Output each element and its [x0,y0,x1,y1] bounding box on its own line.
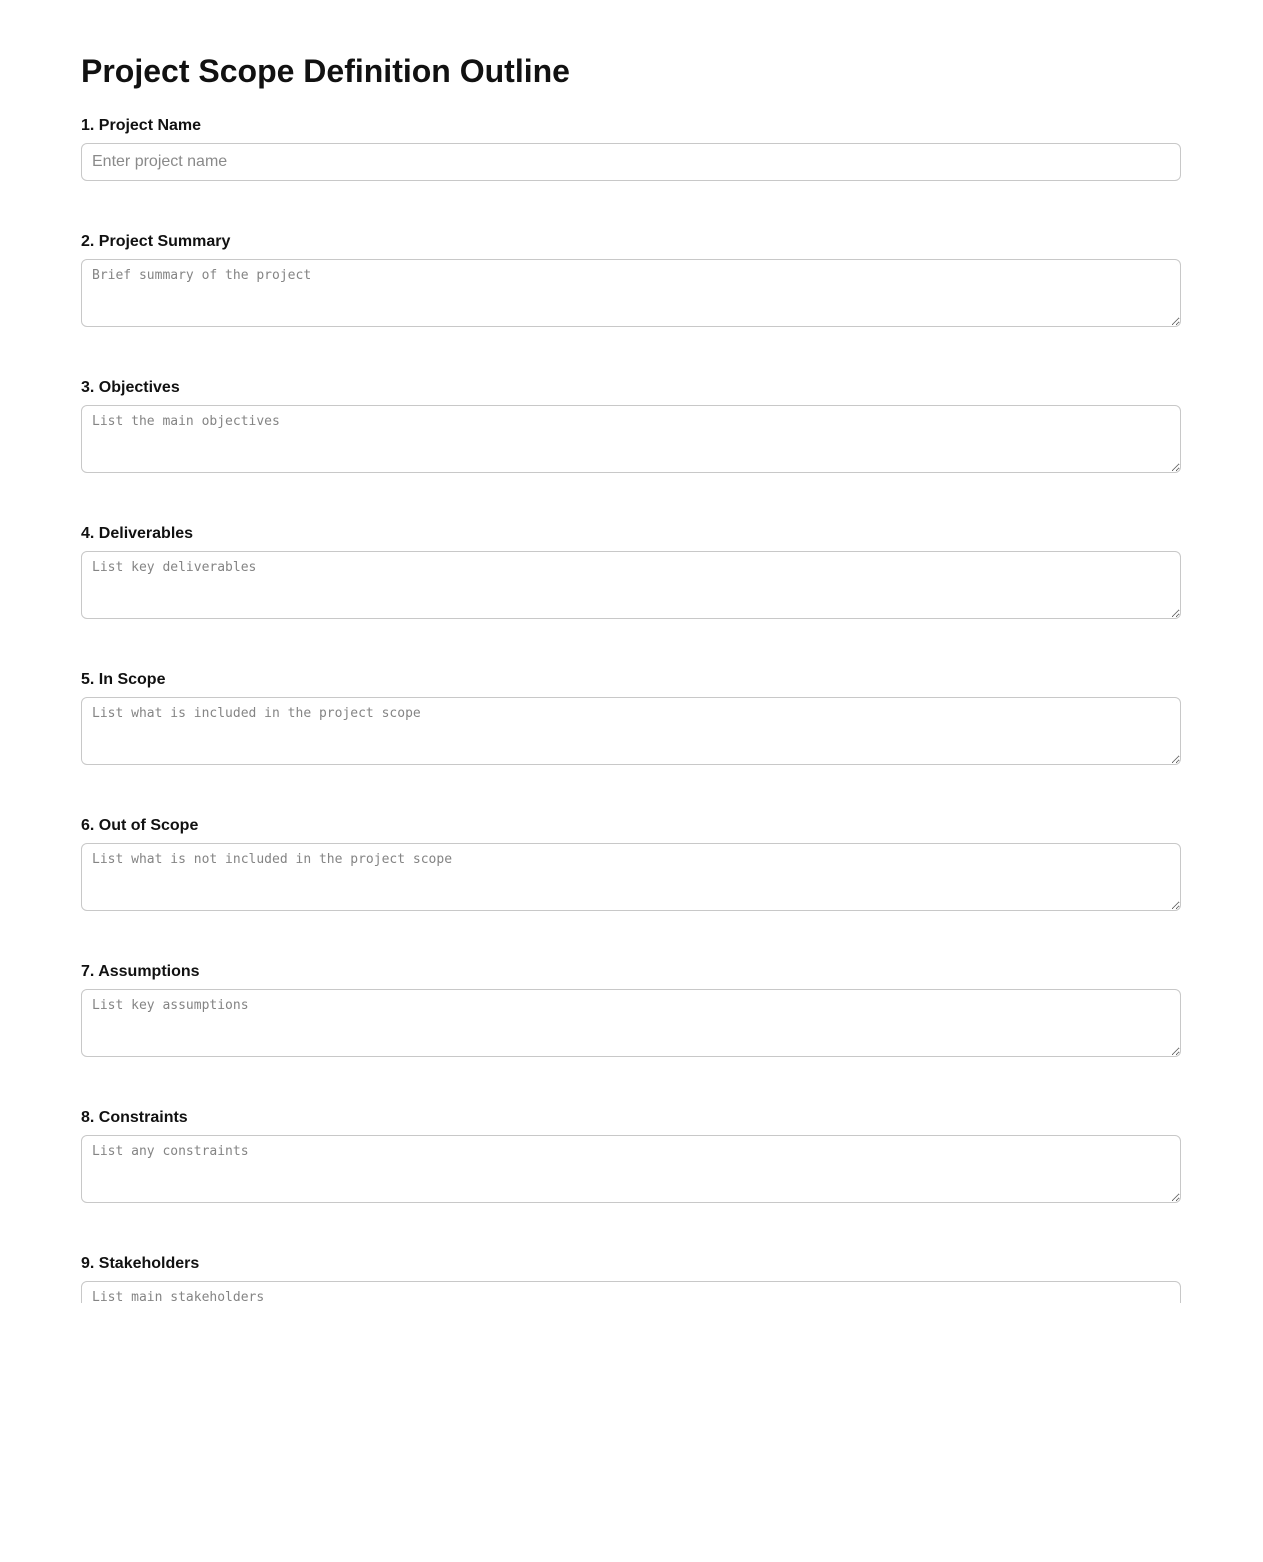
field-label-deliverables: 4. Deliverables [81,524,194,542]
in-scope-textarea[interactable] [81,697,1181,765]
stakeholders-textarea[interactable] [81,1281,1181,1303]
objectives-textarea[interactable] [81,405,1181,473]
field-label-assumptions: 7. Assumptions [81,962,200,980]
form-group-deliverables [81,525,1181,619]
project-summary-textarea[interactable] [81,259,1181,327]
field-label-out-of-scope: 6. Out of Scope [81,816,199,834]
form-group-project-summary [81,233,1181,327]
deliverables-textarea[interactable] [81,551,1181,619]
field-label-in-scope: 5. In Scope [81,670,166,688]
field-label-objectives: 3. Objectives [81,378,180,396]
field-label-project-name: 1. Project Name [81,116,202,134]
field-label-project-summary: 2. Project Summary [81,232,231,250]
project-scope-form [81,117,1181,1303]
form-group-out-of-scope [81,817,1181,911]
form-group-constraints [81,1109,1181,1203]
out-of-scope-textarea[interactable] [81,843,1181,911]
form-group-assumptions [81,963,1181,1057]
form-group-in-scope [81,671,1181,765]
field-label-stakeholders: 9. Stakeholders [81,1254,200,1272]
form-group-objectives [81,379,1181,473]
page-title: Project Scope Definition Outline [81,53,570,89]
form-group-project-name [81,117,1181,181]
field-label-constraints: 8. Constraints [81,1108,188,1126]
assumptions-textarea[interactable] [81,989,1181,1057]
form-group-stakeholders [81,1255,1181,1303]
project-name-input[interactable] [81,143,1181,181]
constraints-textarea[interactable] [81,1135,1181,1203]
